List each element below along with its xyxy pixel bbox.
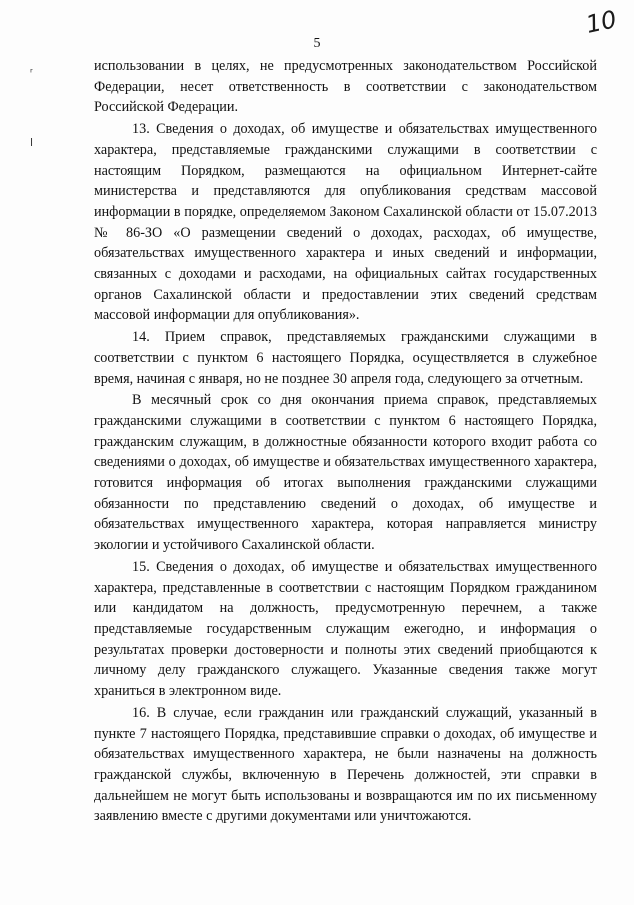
paragraph-16: 16. В случае, если гражданин или гражданский служащий, указанный в пункте 7 настоящего Порядка, представившие справки о доходах, об имуществе и обязательствах имущественного характера, не были назначены на должность гражданской службы, включенную в Перечень должностей, эти справки в дальнейшем не могут быть использованы и возвращаются им по их письменному заявлению вместе с другими документами или уничтожаются. (94, 704, 597, 825)
paragraph-13: 13. Сведения о доходах, об имуществе и обязательствах имущественного характера, представляемые гражданскими служащими в соответствии с настоящим Порядком, размещаются на официальном Интернет-сайте министерства и представляются для опубликования средствам массовой информации в порядке, определяемом Законом Сахалинской области от 15.07.2013 № 86-ЗО «О размещении сведений о доходах, расходах, об имуществе, обязательствах имущественного характера и иных сведений и информации, связанных с доходами и расходами, на официальных сайтах государственных органов Сахалинской области и предоставлении этих сведений средствам массовой информации для опубликования». (94, 121, 597, 324)
document-body (94, 56, 597, 827)
paragraph-14-continued: В месячный срок со дня окончания приема справок, представляемых гражданскими служащими в соответствии с пунктом 6 настоящего Порядка, гражданским служащим, в должностные обязанности которого входит работа со сведениями о доходах, об имуществе и обязательствах имущественного характера, готовится информация об итогах выполнения гражданскими служащими обязанности по представлению сведений о доходах, об имуществе и обязательствах имущественного характера, которая направляется министру экологии и устойчивого Сахалинской области. (94, 392, 597, 554)
paragraph-continuation: использовании в целях, не предусмотренных законодательством Российской Федерации, несет ответственность в соответствии с законодательством Российской Федерации. (94, 58, 597, 116)
handwritten-page-number: 10 (583, 5, 620, 39)
margin-mark: ʳ (30, 66, 33, 79)
page-number: 5 (313, 36, 321, 51)
paragraph-14: 14. Прием справок, представляемых гражданскими служащими в соответствии с пунктом 6 настоящего Порядка, осуществляется в служебное время, начиная с января, но не позднее 30 апреля года, следующего за отчетным. (94, 329, 597, 387)
paragraph-15: 15. Сведения о доходах, об имуществе и обязательствах имущественного характера, представленные в соответствии с настоящим Порядком гражданином или кандидатом на должность, предусмотренную перечнем, а также представляемые государственным служащим ежегодно, и информация о результатах проверки достоверности и полноты этих сведений приобщаются к личному делу гражданского служащего. Указанные сведения также могут храниться в электронном виде. (94, 558, 597, 700)
margin-mark: ⅼ (30, 136, 34, 149)
